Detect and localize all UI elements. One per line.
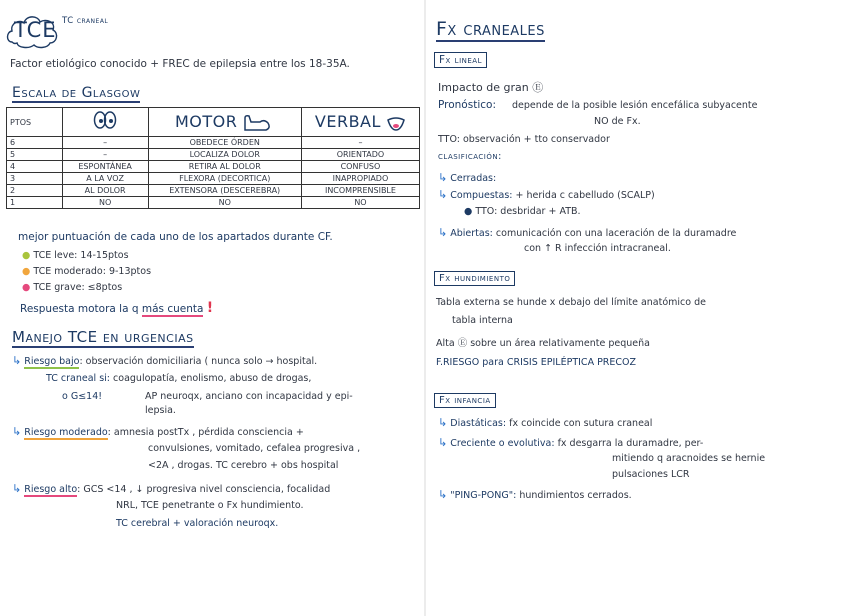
- compuestas-label: Compuestas:: [450, 190, 513, 201]
- cerradas-line: [438, 171, 496, 184]
- flexed-arm-icon: [242, 114, 274, 132]
- tce-title-cloud: [4, 12, 56, 48]
- riesgo-moderado-line2: convulsiones, vomitado, cefalea progresiva ,: [148, 443, 361, 454]
- hundimiento-line2: tabla interna: [452, 315, 513, 326]
- table-cell: NO: [148, 197, 301, 209]
- table-row: [7, 149, 420, 161]
- table-cell: INCOMPRENSIBLE: [301, 185, 419, 197]
- table-cell: ORIENTADO: [301, 149, 419, 161]
- ping-pong-line: [438, 488, 632, 501]
- glasgow-heading: Escala de Glasgow: [12, 85, 141, 101]
- severity-item: [22, 266, 151, 277]
- table-cell: A LA VOZ: [62, 173, 148, 185]
- curved-arrow-icon: ↳: [12, 354, 22, 367]
- table-cell: CONFUSO: [301, 161, 419, 173]
- eyes-icon: [92, 110, 118, 130]
- fx-lineal-heading: Fx lineal: [434, 52, 487, 68]
- severity-text: TCE leve: 14-15ptos: [33, 250, 129, 261]
- hundimiento-line3: Alta Ⓔ sobre un área relativamente pequeña: [436, 338, 650, 349]
- curved-arrow-icon: ↳: [12, 482, 22, 495]
- table-cell: NO: [301, 197, 419, 209]
- table-cell: FLEXORA (DECORTICA): [148, 173, 301, 185]
- creciente-text: fx desgarra la duramadre, per-: [557, 438, 704, 449]
- abiertas-text: comunicación con una laceración de la duramadre: [495, 228, 737, 239]
- tc-craneal-si-label: TC craneal si:: [46, 373, 110, 384]
- motor-note-emphasis: más cuenta: [141, 303, 204, 315]
- riesgo-bajo-sub: [46, 373, 311, 384]
- ping-pong-label: "PING-PONG":: [450, 490, 517, 501]
- manejo-heading: Manejo TCE en urgencias: [12, 328, 194, 346]
- curved-arrow-icon: ↳: [438, 436, 448, 449]
- pronostico-label: Pronóstico:: [438, 99, 496, 111]
- abiertas-line2: con ↑ R infección intracraneal.: [524, 243, 671, 254]
- table-cell: 4: [7, 161, 63, 173]
- table-cell: 5: [7, 149, 63, 161]
- riesgo-moderado-line3: <2A , drogas. TC cerebro + obs hospital: [148, 460, 339, 471]
- exclamation-mark: !: [206, 300, 214, 316]
- table-row: [7, 161, 420, 173]
- riesgo-alto-line: [12, 482, 330, 495]
- clasificacion-label: clasificación:: [438, 151, 502, 162]
- hundimiento-line1: Tabla externa se hunde x debajo del límite anatómico de: [436, 297, 706, 308]
- right-page: [426, 0, 848, 616]
- impact-text: Impacto de gran Ⓔ: [438, 81, 544, 94]
- creciente-line3: pulsaciones LCR: [612, 469, 690, 480]
- motor-note-prefix: Respuesta motora la q: [20, 303, 139, 315]
- table-cell: –: [301, 137, 419, 149]
- pronostico-line2: NO de Fx.: [594, 116, 641, 127]
- glasgow-table: [6, 107, 420, 209]
- tto-line: TTO: observación + tto conservador: [438, 134, 610, 145]
- riesgo-alto-line3: TC cerebral + valoración neuroqx.: [116, 518, 279, 529]
- riesgo-alto-text: : GCS <14 , ↓ progresiva nivel consciencia, focalidad: [77, 484, 331, 495]
- table-header-cell: PTOS: [7, 108, 63, 137]
- creciente-line: [438, 436, 703, 449]
- table-row: [7, 137, 420, 149]
- severity-text: TCE grave: ≤8ptos: [33, 282, 123, 293]
- riesgo-moderado-text: : amnesia postTx , pérdida consciencia +: [107, 427, 304, 438]
- table-row: [7, 185, 420, 197]
- diastaticas-line: [438, 416, 652, 429]
- abiertas-line: [438, 226, 736, 239]
- curved-arrow-icon: ↳: [438, 188, 448, 201]
- table-header-cell: [148, 108, 301, 137]
- bullet-dot-icon: ●: [22, 266, 31, 277]
- severity-text: TCE moderado: 9-13ptos: [33, 266, 152, 277]
- table-cell: 6: [7, 137, 63, 149]
- compuestas-tto: [464, 206, 581, 217]
- cerradas-label: Cerradas:: [450, 173, 497, 184]
- page-title: TCE: [14, 18, 57, 42]
- riesgo-moderado-label: Riesgo moderado: [24, 427, 108, 438]
- riesgo-moderado-line: [12, 425, 304, 438]
- creciente-line2: mitiendo q aracnoides se hernie: [612, 453, 766, 464]
- creciente-label: Creciente o evolutiva:: [450, 438, 555, 449]
- table-cell: 1: [7, 197, 63, 209]
- severity-item: [22, 282, 122, 293]
- table-cell: INAPROPIADO: [301, 173, 419, 185]
- riesgo-alto-label: Riesgo alto: [24, 484, 78, 495]
- fx-hundimiento-heading: Fx hundimiento: [434, 271, 515, 286]
- table-cell: LOCALIZA DOLOR: [148, 149, 301, 161]
- table-cell: –: [62, 137, 148, 149]
- diastaticas-text: fx coincide con sutura craneal: [509, 418, 653, 429]
- ping-pong-text: hundimientos cerrados.: [519, 490, 632, 501]
- table-cell: EXTENSORA (DESCEREBRA): [148, 185, 301, 197]
- riesgo-alto-line2: NRL, TCE penetrante o Fx hundimiento.: [116, 500, 304, 511]
- curved-arrow-icon: ↳: [438, 488, 448, 501]
- tc-craneal-si-text: coagulopatía, enolismo, abuso de drogas,: [113, 373, 312, 384]
- verbal-header: VERBAL: [314, 112, 381, 132]
- fx-craneales-title: Fx craneales: [436, 18, 545, 40]
- table-cell: –: [62, 149, 148, 161]
- curved-arrow-icon: ↳: [438, 416, 448, 429]
- pronostico-line1: depende de la posible lesión encefálica subyacente: [512, 100, 758, 111]
- table-header-row: [7, 108, 420, 137]
- abiertas-label: Abiertas:: [450, 228, 493, 239]
- bullet-dot-icon: ●: [22, 282, 31, 293]
- riesgo-bajo-text: : observación domiciliaria ( nunca solo → hospital.: [79, 356, 318, 367]
- table-row: [7, 197, 420, 209]
- g14-note: o G≤14!: [62, 391, 103, 402]
- bullet-dot-icon: ●: [464, 206, 473, 217]
- table-cell: RETIRA AL DOLOR: [148, 161, 301, 173]
- table-cell: ESPONTÁNEA: [62, 161, 148, 173]
- table-header-cell: [62, 108, 148, 137]
- table-cell: OBEDECE ÓRDEN: [148, 137, 301, 149]
- subtitle: TC craneal: [62, 16, 109, 26]
- intro-text: Factor etiológico conocido + FREC de epilepsia entre los 18-35A.: [10, 58, 350, 70]
- table-header-cell: [301, 108, 419, 137]
- curved-arrow-icon: ↳: [12, 425, 22, 438]
- fx-infancia-heading: Fx infancia: [434, 393, 496, 408]
- diastaticas-label: Diastáticas:: [450, 418, 507, 429]
- riesgo-bajo-label: Riesgo bajo: [24, 356, 80, 367]
- table-row: [7, 173, 420, 185]
- bullet-dot-icon: ●: [22, 250, 31, 261]
- severity-item: [22, 250, 129, 261]
- compuestas-line: [438, 188, 655, 201]
- riesgo-bajo-sub-line3: lepsia.: [145, 405, 176, 416]
- riesgo-bajo-sub-line2: AP neuroqx, anciano con incapacidad y epi-: [145, 391, 353, 402]
- compuestas-tto-text: TTO: desbridar + ATB.: [475, 206, 581, 217]
- curved-arrow-icon: ↳: [438, 171, 448, 184]
- motor-note: [20, 300, 213, 316]
- table-cell: 2: [7, 185, 63, 197]
- hundimiento-line4: F.RIESGO para CRISIS EPILÉPTICA PRECOZ: [436, 357, 637, 368]
- motor-header: MOTOR: [174, 112, 238, 132]
- curved-arrow-icon: ↳: [438, 226, 448, 239]
- table-cell: 3: [7, 173, 63, 185]
- table-cell: NO: [62, 197, 148, 209]
- riesgo-bajo-line: [12, 354, 317, 367]
- best-score-note: mejor puntuación de cada uno de los apartados durante CF.: [18, 231, 333, 243]
- compuestas-text: + herida c cabelludo (SCALP): [515, 190, 655, 201]
- mouth-icon: [386, 114, 406, 132]
- table-cell: AL DOLOR: [62, 185, 148, 197]
